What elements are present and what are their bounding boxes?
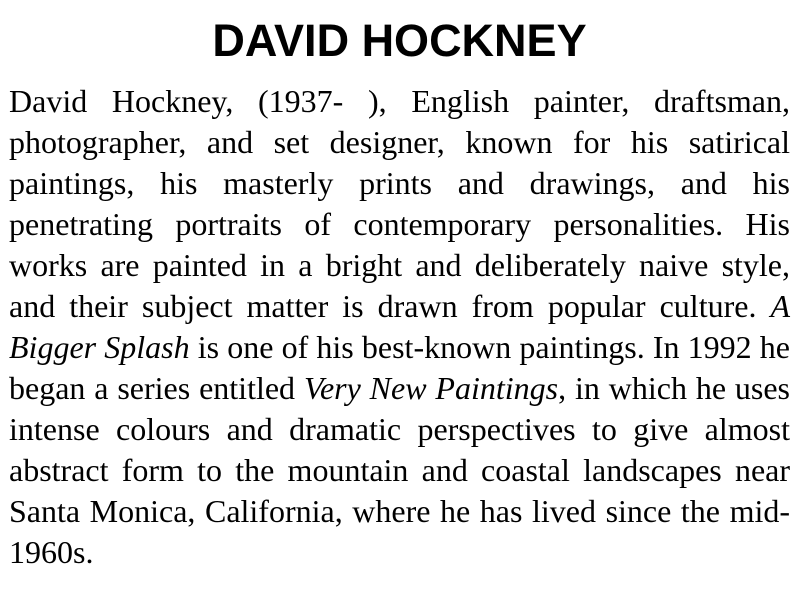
biography-paragraph xyxy=(9,81,790,573)
paragraph-text-part-1: David Hockney, (1937- ), English painter, draftsman, photographer, and set designer, known for his satirical paintings, his masterly prints and drawings, and his penetrating portraits of contemporary personalities. His works are painted in a bright and deliberately naive style, and their subject matter is drawn from popular culture. xyxy=(9,83,790,324)
paragraph-text-part-3: , in which he uses intense colours and dramatic perspectives to give almost abstract form to the mountain and coastal landscapes near Santa Monica, California, where he has lived since the mid-1960s. xyxy=(9,370,791,570)
page-title: DAVID HOCKNEY xyxy=(212,15,587,66)
artwork-title-a-bigger-splash: A Bigger Splash xyxy=(9,288,790,365)
paragraph-text-part-2: is one of his best-known paintings. In 1992 he began a series entitled xyxy=(9,329,791,406)
series-title-very-new-paintings: Very New Paintings xyxy=(303,370,559,406)
